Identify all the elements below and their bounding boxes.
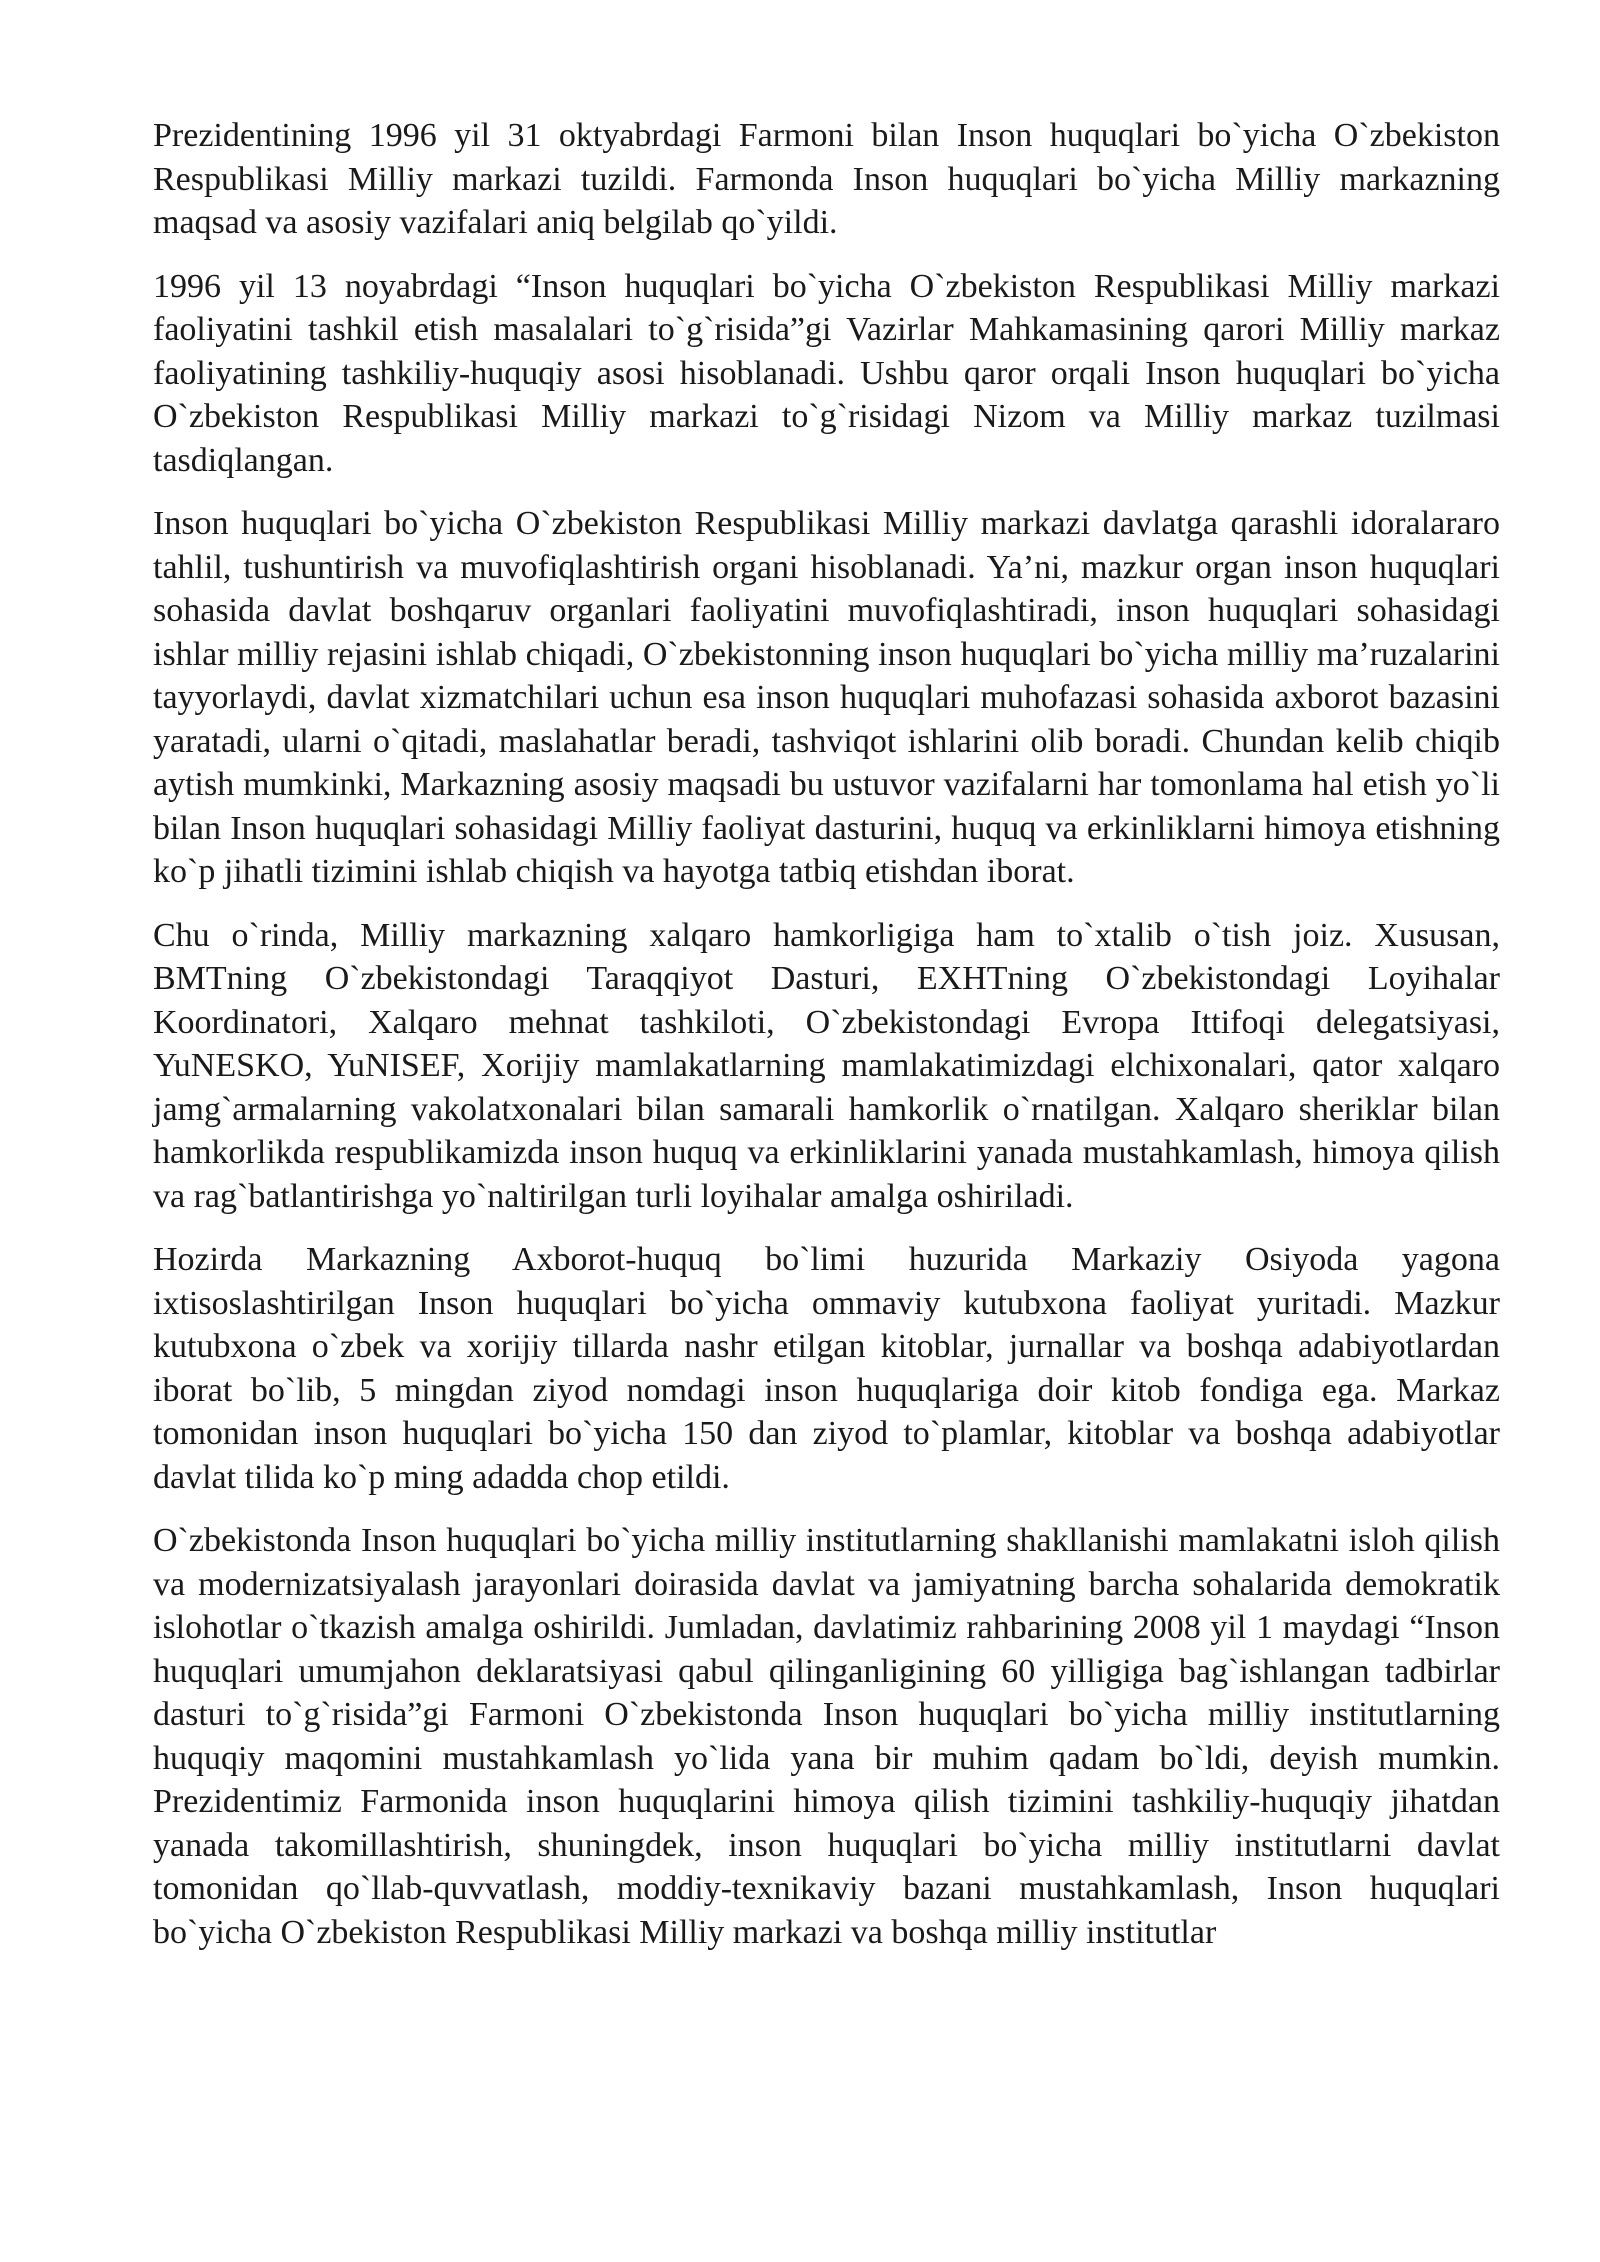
document-page — [153, 114, 1500, 1974]
paragraph-national-institutions: O`zbekistonda Inson huquqlari bo`yicha milliy institutlarning shakllanishi mamlakatni isloh qilish va modernizatsiyalash jarayonlari doirasida davlat va jamiyatning barcha sohalarida demokratik islohotlar o`tkazish amalga oshirildi. Jumladan, davlatimiz rahbarining 2008 yil 1 maydagi “Inson huquqlari umumjahon deklaratsiyasi qabul qilinganligining 60 yilligiga bag`ishlangan tadbirlar dasturi to`g`risida”gi Farmoni O`zbekistonda Inson huquqlari bo`yicha milliy institutlarning huquqiy maqomini mustahkamlash yo`lida yana bir muhim qadam bo`ldi, deyish mumkin. Prezidentimiz Farmonida inson huquqlarini himoya qilish tizimini tashkiliy-huquqiy jihatdan yanada takomillashtirish, shuningdek, inson huquqlari bo`yicha milliy institutlarni davlat tomonidan qo`llab-quvvatlash, moddiy-texnikaviy bazani mustahkamlash, Inson huquqlari bo`yicha O`zbekiston Respublikasi Milliy markazi va boshqa milliy institutlar — [153, 1522, 1500, 1951]
paragraph-center-functions: Inson huquqlari bo`yicha O`zbekiston Respublikasi Milliy markazi davlatga qarashli idoralararo tahlil, tushuntirish va muvofiqlashtirish organi hisoblanadi. Ya’ni, mazkur organ inson huquqlari sohasida davlat boshqaruv organlari faoliyatini muvofiqlashtiradi, inson huquqlari sohasidagi ishlar milliy rejasini ishlab chiqadi, O`zbekistonning inson huquqlari bo`yicha milliy ma’ruzalarini tayyorlaydi, davlat xizmatchilari uchun esa inson huquqlari muhofazasi sohasida axborot bazasini yaratadi, ularni o`qitadi, maslahatlar beradi, tashviqot ishlarini olib boradi. Chundan kelib chiqib aytish mumkinki, Markazning asosiy maqsadi bu ustuvor vazifalarni har tomonlama hal etish yo`li bilan Inson huquqlari sohasidagi Milliy faoliyat dasturini, huquq va erkinliklarni himoya etishning ko`p jihatli tizimini ishlab chiqish va hayotga tatbiq etishdan iborat. — [153, 505, 1500, 890]
paragraph-cabinet-resolution: 1996 yil 13 noyabrdagi “Inson huquqlari bo`yicha O`zbekiston Respublikasi Milliy markazi faoliyatini tashkil etish masalalari to`g`risida”gi Vazirlar Mahkamasining qarori Milliy markaz faoliyatining tashkiliy-huquqiy asosi hisoblanadi. Ushbu qaror orqali Inson huquqlari bo`yicha O`zbekiston Respublikasi Milliy markazi to`g`risidagi Nizom va Milliy markaz tuzilmasi tasdiqlangan. — [153, 267, 1500, 479]
paragraph-presidential-decree: Prezidentining 1996 yil 31 oktyabrdagi Farmoni bilan Inson huquqlari bo`yicha O`zbekiston Respublikasi Milliy markazi tuzildi. Farmonda Inson huquqlari bo`yicha Milliy markazning maqsad va asosiy vazifalari aniq belgilab qo`yildi. — [153, 117, 1500, 241]
paragraph-library: Hozirda Markazning Axborot-huquq bo`limi huzurida Markaziy Osiyoda yagona ixtisoslashtirilgan Inson huquqlari bo`yicha ommaviy kutubxona faoliyat yuritadi. Mazkur kutubxona o`zbek va xorijiy tillarda nashr etilgan kitoblar, jurnallar va boshqa adabiyotlardan iborat bo`lib, 5 mingdan ziyod nomdagi inson huquqlariga doir kitob fondiga ega. Markaz tomonidan inson huquqlari bo`yicha 150 dan ziyod to`plamlar, kitoblar va boshqa adabiyotlar davlat tilida ko`p ming adadda chop etildi. — [153, 1241, 1500, 1496]
paragraph-international-cooperation: Chu o`rinda, Milliy markazning xalqaro hamkorligiga ham to`xtalib o`tish joiz. Xususan, BMTning O`zbekistondagi Taraqqiyot Dasturi, EXHTning O`zbekistondagi Loyihalar Koordinatori, Xalqaro mehnat tashkiloti, O`zbekistondagi Evropa Ittifoqi delegatsiyasi, YuNESKO, YuNISEF, Xorijiy mamlakatlarning mamlakatimizdagi elchixonalari, qator xalqaro jamg`armalarning vakolatxonalari bilan samarali hamkorlik o`rnatilgan. Xalqaro sheriklar bilan hamkorlikda respublikamizda inson huquq va erkinliklarini yanada mustahkamlash, himoya qilish va rag`batlantirishga yo`naltirilgan turli loyihalar amalga oshiriladi. — [153, 916, 1500, 1215]
